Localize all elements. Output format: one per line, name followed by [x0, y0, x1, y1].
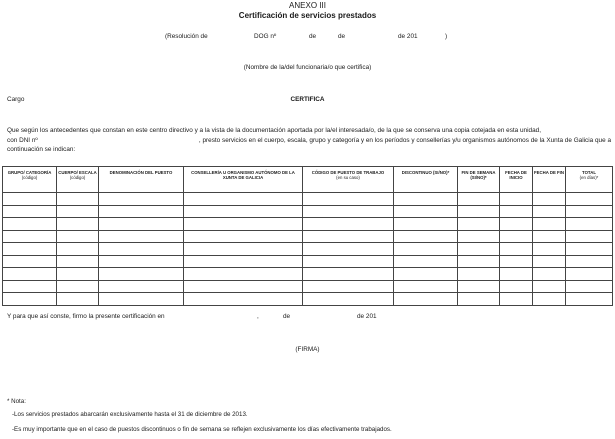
closing-year-label: de 201 [357, 313, 377, 320]
table-cell[interactable] [566, 268, 613, 281]
table-cell[interactable] [3, 293, 57, 306]
table-cell[interactable] [184, 205, 303, 218]
table-cell[interactable] [566, 230, 613, 243]
table-cell[interactable] [394, 205, 458, 218]
table-cell[interactable] [99, 268, 184, 281]
note-line-2: -Es muy importante que en el caso de puestos discontinuos o fin de semana se reflejen exclusivamente los días efectivamente trabajados. [12, 426, 392, 433]
table-cell[interactable] [3, 230, 57, 243]
table-cell[interactable] [500, 293, 533, 306]
table-row [3, 280, 613, 293]
column-header: GRUPO/ CATEGORÍA (código) [3, 167, 57, 193]
table-cell[interactable] [394, 243, 458, 256]
table-cell[interactable] [3, 205, 57, 218]
table-cell[interactable] [566, 280, 613, 293]
table-cell[interactable] [99, 293, 184, 306]
table-cell[interactable] [303, 243, 394, 256]
table-cell[interactable] [99, 205, 184, 218]
table-cell[interactable] [303, 193, 394, 206]
annex-label: ANEXO III [289, 1, 326, 10]
table-cell[interactable] [57, 218, 99, 231]
resolution-year-label: de 201 [398, 33, 418, 40]
table-cell[interactable] [3, 218, 57, 231]
column-header: DISCONTINUO (SI/NO)* [394, 167, 458, 193]
closing-comma: , [257, 313, 259, 320]
official-name-label: (Nombre de la/del funcionaria/o que certifica) [243, 64, 372, 71]
column-header: CÓDIGO DE PUESTO DE TRABAJO (en su caso) [303, 167, 394, 193]
column-header: TOTAL (en días)* [566, 167, 613, 193]
table-row [3, 193, 613, 206]
table-cell[interactable] [394, 293, 458, 306]
column-header: CUERPO/ ESCALA (código) [57, 167, 99, 193]
table-cell[interactable] [3, 255, 57, 268]
table-cell[interactable] [184, 255, 303, 268]
table-cell[interactable] [500, 268, 533, 281]
table-cell[interactable] [500, 280, 533, 293]
table-cell[interactable] [57, 293, 99, 306]
table-cell[interactable] [458, 255, 500, 268]
table-cell[interactable] [3, 243, 57, 256]
table-cell[interactable] [184, 280, 303, 293]
table-cell[interactable] [533, 255, 566, 268]
table-cell[interactable] [533, 243, 566, 256]
table-cell[interactable] [394, 268, 458, 281]
table-row [3, 268, 613, 281]
table-cell[interactable] [303, 293, 394, 306]
column-header: DENOMINACIÓN DEL PUESTO [99, 167, 184, 193]
table-cell[interactable] [394, 230, 458, 243]
table-cell[interactable] [458, 268, 500, 281]
table-cell[interactable] [57, 230, 99, 243]
table-cell[interactable] [303, 218, 394, 231]
table-cell[interactable] [500, 230, 533, 243]
table-cell[interactable] [57, 243, 99, 256]
resolution-close: ) [445, 33, 448, 40]
table-cell[interactable] [394, 255, 458, 268]
table-cell[interactable] [500, 255, 533, 268]
table-cell[interactable] [99, 218, 184, 231]
certification-paragraph [7, 126, 611, 155]
column-header: FIN DE SEMANA (SI/NO)* [458, 167, 500, 193]
table-cell[interactable] [303, 230, 394, 243]
table-cell[interactable] [394, 218, 458, 231]
closing-de: de [283, 313, 291, 320]
column-header: FECHA DE FIN [533, 167, 566, 193]
signature-label: (FIRMA) [295, 346, 320, 353]
table-cell[interactable] [184, 268, 303, 281]
table-cell[interactable] [533, 193, 566, 206]
services-table [2, 166, 613, 306]
table-cell[interactable] [566, 293, 613, 306]
table-cell[interactable] [500, 218, 533, 231]
dni-label: con DNI nº [7, 136, 38, 144]
table-row [3, 230, 613, 243]
table-header-row [3, 167, 613, 193]
table-cell[interactable] [184, 243, 303, 256]
table-cell[interactable] [303, 280, 394, 293]
note-line-1: -Los servicios prestados abarcarán exclusivamente hasta el 31 de diciembre de 2013. [12, 411, 248, 418]
table-cell[interactable] [458, 243, 500, 256]
column-header: CONSELLERÍA U ORGANISMO AUTÓNOMO DE LA XUNTA DE GALICIA [184, 167, 303, 193]
table-row [3, 205, 613, 218]
table-cell[interactable] [500, 193, 533, 206]
table-cell[interactable] [394, 280, 458, 293]
table-cell[interactable] [500, 243, 533, 256]
resolution-de-1: de [309, 33, 317, 40]
table-cell[interactable] [99, 255, 184, 268]
paragraph-line-1: Que según los antecedentes que constan en este centro directivo y a la vista de la documentación aportada por la/el interesada/o, de la que se conserva una copia cotejada en esta unidad, [7, 127, 541, 134]
resolution-label: (Resolución de [165, 33, 208, 40]
table-cell[interactable] [57, 268, 99, 281]
table-cell[interactable] [184, 293, 303, 306]
table-cell[interactable] [3, 193, 57, 206]
table-row [3, 293, 613, 306]
table-cell[interactable] [57, 255, 99, 268]
table-cell[interactable] [458, 193, 500, 206]
dog-label: DOG nº [254, 33, 277, 40]
paragraph-line-3: continuación se indican: [7, 146, 76, 153]
table-cell[interactable] [458, 293, 500, 306]
table-cell[interactable] [99, 280, 184, 293]
table-cell[interactable] [57, 193, 99, 206]
table-cell[interactable] [458, 205, 500, 218]
document-title: Certificación de servicios prestados [238, 11, 377, 20]
table-cell[interactable] [184, 218, 303, 231]
table-cell[interactable] [184, 193, 303, 206]
table-cell[interactable] [458, 230, 500, 243]
table-row [3, 243, 613, 256]
table-cell[interactable] [533, 218, 566, 231]
table-cell[interactable] [458, 280, 500, 293]
table-row [3, 255, 613, 268]
certifica-heading: CERTIFICA [290, 96, 325, 103]
table-cell[interactable] [99, 243, 184, 256]
table-cell[interactable] [533, 205, 566, 218]
table-cell[interactable] [533, 268, 566, 281]
table-cell[interactable] [500, 205, 533, 218]
table-cell[interactable] [3, 280, 57, 293]
column-header: FECHA DE INICIO [500, 167, 533, 193]
table-cell[interactable] [566, 205, 613, 218]
table-cell[interactable] [57, 280, 99, 293]
cargo-label: Cargo [7, 96, 25, 103]
resolution-de-2: de [338, 33, 346, 40]
table-cell[interactable] [303, 255, 394, 268]
table-cell[interactable] [533, 280, 566, 293]
table-cell[interactable] [303, 205, 394, 218]
table-cell[interactable] [99, 193, 184, 206]
table-cell[interactable] [566, 243, 613, 256]
table-cell[interactable] [566, 218, 613, 231]
table-cell[interactable] [458, 218, 500, 231]
table-cell[interactable] [394, 193, 458, 206]
table-cell[interactable] [533, 293, 566, 306]
table-cell[interactable] [303, 268, 394, 281]
table-cell[interactable] [566, 193, 613, 206]
table-cell[interactable] [533, 230, 566, 243]
table-cell[interactable] [566, 255, 613, 268]
table-cell[interactable] [3, 268, 57, 281]
table-cell[interactable] [184, 230, 303, 243]
table-row [3, 218, 613, 231]
table-cell[interactable] [99, 230, 184, 243]
paragraph-line-2: , presto servicios en el cuerpo, escala, grupo y categoría y en los períodos y consellerías y/u organismos autónomos de la Xunta de Galicia que a [198, 136, 611, 144]
closing-statement: Y para que así conste, firmo la presente certificación en [7, 313, 165, 320]
table-cell[interactable] [57, 205, 99, 218]
note-title: * Nota: [7, 398, 26, 405]
